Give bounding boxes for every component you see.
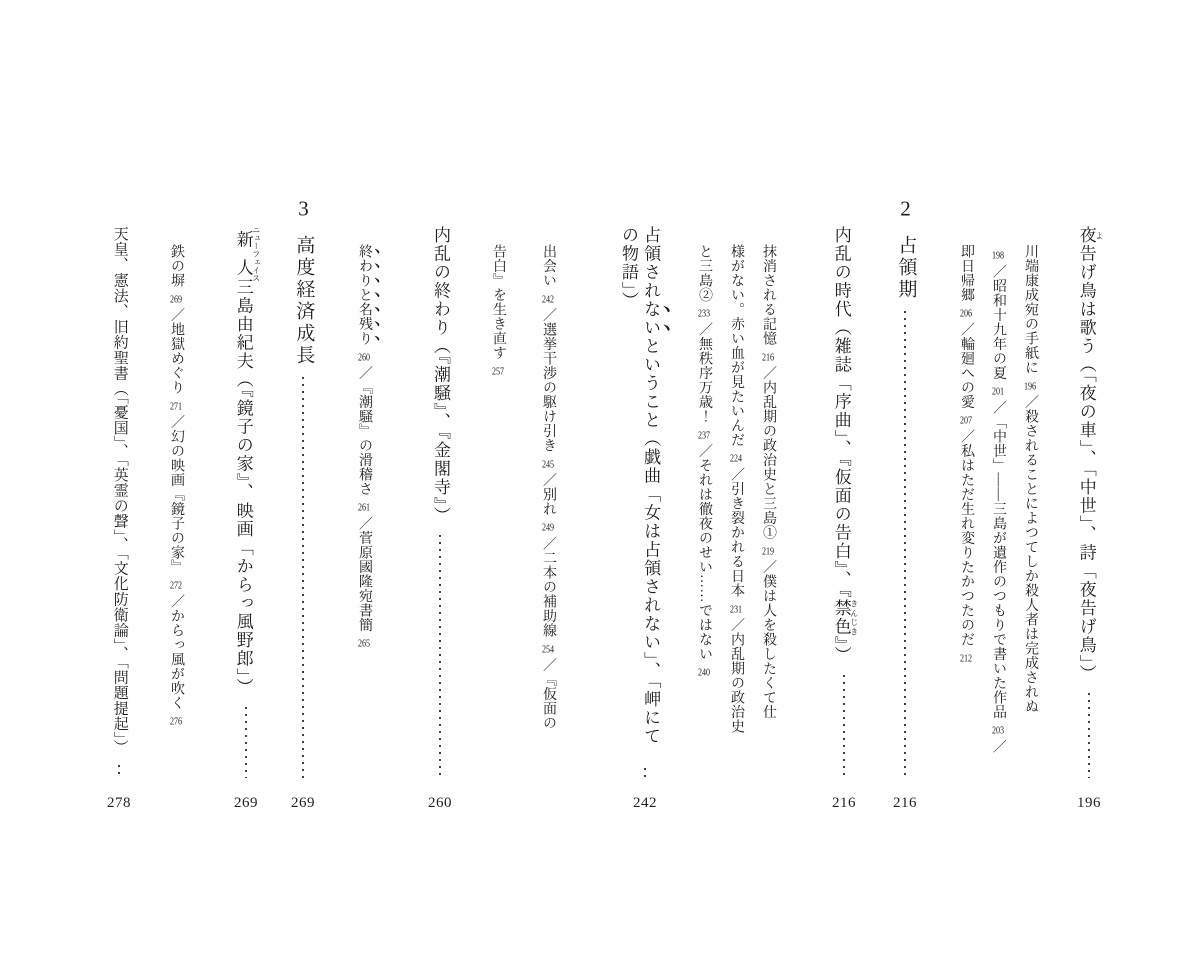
toc-entry-yotsugedori <box>1064 226 1114 812</box>
vertical-text-body <box>830 226 859 786</box>
subentry-line <box>1014 244 1046 754</box>
subentry-block <box>152 244 192 730</box>
vertical-text-body <box>232 226 261 786</box>
inline-page-number: 260 <box>357 351 371 363</box>
text-run: ／「中世」――三島が遺作のつもりで書いた作品 <box>991 400 1006 719</box>
inline-page-number: 240 <box>697 667 711 678</box>
text-run: ／私はただ生れ変りたかつたのだ <box>959 429 974 647</box>
toc-entry-nairan-no-jidai <box>819 226 869 812</box>
inline-page-number: 257 <box>491 366 505 377</box>
subentry-block <box>342 244 382 652</box>
inline-page-number: 249 <box>541 522 555 533</box>
text-run: ／選挙干渉の駆け引き <box>541 307 556 453</box>
text-run: 三島由紀夫（『鏡子の家』、映画「からっ風野郎」） <box>233 278 253 697</box>
subentry-line <box>160 244 192 730</box>
page-number: 242 <box>633 795 657 811</box>
inline-page-number: 269 <box>169 293 183 305</box>
text-run: ／内乱期の政治史と三島① <box>761 365 776 540</box>
inline-page-number: 271 <box>169 400 183 412</box>
entry-title <box>232 226 261 697</box>
entry-title <box>830 226 859 665</box>
page-number: 216 <box>832 795 856 811</box>
subentry-line <box>720 244 752 734</box>
entry-title <box>617 226 673 758</box>
inline-page-number: 224 <box>729 453 743 464</box>
vertical-text-body <box>1075 226 1104 786</box>
text-run: ／昭和十九年の夏 <box>991 264 1006 380</box>
subentry-line <box>982 244 1014 754</box>
inline-page-number: 206 <box>959 308 973 319</box>
text-run: 占領期 <box>895 235 917 301</box>
dotted-leader <box>302 377 304 778</box>
subentry-line <box>348 244 382 652</box>
text-run: ／僕は人を殺したくて仕 <box>761 559 776 719</box>
text-run: ／内乱期の政治史 <box>729 617 744 734</box>
text-run: と三島② <box>697 244 712 302</box>
text-run: ／『潮騒』の滑稽さ <box>357 365 372 496</box>
text-run: 』） <box>831 636 851 665</box>
page-number: 278 <box>107 795 131 811</box>
part-title <box>893 235 918 301</box>
inline-page-number: 272 <box>169 580 183 591</box>
text-run: ／幻の映画『鏡子の家』 <box>169 414 184 574</box>
dotted-leader <box>843 675 845 779</box>
subentry-block <box>680 244 784 734</box>
text-run: ／二本の補助線 <box>541 536 556 638</box>
text-run: ／それは徹夜のせい……ではない <box>697 443 712 661</box>
furigana-ruby: 新人 ニューフェイス <box>233 226 261 282</box>
text-run: ／ <box>991 739 1006 754</box>
inline-page-number: 203 <box>991 725 1005 736</box>
emphasized-text: 終わりと名残り <box>357 244 372 346</box>
inline-page-number: 212 <box>959 652 973 664</box>
vertical-text-body <box>617 226 673 786</box>
toc-subentries-shinjin-mishima <box>152 244 192 730</box>
furigana-ruby: 夜 よ <box>1076 226 1104 245</box>
text-run: 内乱の時代（雑誌「序曲」、『仮面の告白』、『 <box>831 226 851 599</box>
inline-page-number: 207 <box>959 415 973 426</box>
toc-part-3 <box>282 198 324 812</box>
toc-entry-senryo-sarenai <box>621 226 669 812</box>
toc-subentries-senryo-sarenai <box>469 244 573 730</box>
subentry-line <box>752 244 784 734</box>
subentry-line <box>473 244 523 730</box>
toc-entry-shinjin-mishima <box>221 226 271 812</box>
text-run: ／無秩序万歳！ <box>697 322 712 424</box>
subentry-line <box>523 244 573 730</box>
text-run: 鉄の塀 <box>169 244 184 288</box>
dotted-leader <box>644 768 646 778</box>
vertical-text-body <box>109 226 129 786</box>
inline-page-number: 196 <box>1023 380 1037 392</box>
text-run: ／別れ <box>541 472 556 516</box>
text-run: 告げ鳥は歌う（「夜の車」、「中世」、詩「夜告げ鳥」） <box>1076 244 1096 683</box>
inline-page-number: 242 <box>541 293 555 305</box>
dotted-leader <box>1088 693 1090 778</box>
text-run: 出会い <box>541 244 556 288</box>
toc-part-2 <box>884 198 926 812</box>
dotted-leader <box>439 535 441 778</box>
text-run: 様がない。赤い血が見たいんだ <box>729 244 744 447</box>
vertical-text-body <box>893 198 918 786</box>
page-number: 216 <box>893 795 917 811</box>
entry-title <box>429 226 451 525</box>
text-run: 即日帰郷 <box>959 244 974 302</box>
page-number: 196 <box>1077 795 1101 811</box>
inline-page-number: 245 <box>541 458 555 470</box>
inline-page-number: 201 <box>991 386 1005 397</box>
emphasized-text: ない <box>641 300 661 337</box>
page-number: 260 <box>428 795 452 811</box>
subentry-block <box>469 244 573 730</box>
inline-page-number: 276 <box>169 716 183 727</box>
vertical-text-body <box>291 198 316 786</box>
part-number: 3 <box>298 198 309 219</box>
text-run: ／輪廻への愛 <box>959 322 974 409</box>
inline-page-number: 216 <box>761 351 775 363</box>
entry-title <box>109 226 129 755</box>
text-run: 占領され <box>641 226 661 300</box>
inline-page-number: 237 <box>697 429 711 441</box>
toc-subentries-yotsugedori <box>942 244 1046 754</box>
text-run: 天皇、憲法、旧約聖書（「憂国」、「英霊の聲」、「文化防衛論」、「問題提起」） <box>111 226 128 755</box>
part-title <box>291 235 316 367</box>
subentry-line <box>950 244 982 754</box>
inline-page-number: 254 <box>541 643 555 655</box>
text-run: ／殺されることによつてしか殺人者は完成されぬ <box>1023 394 1038 714</box>
toc-entry-nairan-no-owari <box>418 226 462 812</box>
inline-page-number: 233 <box>697 308 711 319</box>
part-number: 2 <box>900 198 911 219</box>
inline-page-number: 265 <box>357 638 371 649</box>
text-run: 内乱の終わり（『潮騒』、『金閣寺』） <box>431 226 451 525</box>
text-run: ／菅原國隆宛書簡 <box>357 516 372 632</box>
dotted-leader <box>118 765 120 778</box>
text-run: ／引き裂かれる日本 <box>729 467 744 598</box>
inline-page-number: 198 <box>991 250 1005 261</box>
text-run: 告白』を生き直す <box>491 244 506 360</box>
text-run: ／地獄めぐり <box>169 307 184 395</box>
toc-subentries-nairan-no-owari <box>342 244 382 652</box>
furigana-ruby: 禁色 きんじき <box>831 599 859 636</box>
text-run: 川端康成宛の手紙に <box>1023 244 1038 375</box>
text-run: 高度経済成長 <box>293 235 315 367</box>
inline-page-number: 219 <box>761 545 775 557</box>
subentry-line <box>688 244 720 734</box>
dotted-leader <box>904 311 906 778</box>
entry-title <box>1075 226 1104 683</box>
toc-entry-tenno-kenpo <box>96 226 142 812</box>
inline-page-number: 231 <box>729 603 743 615</box>
text-run: ／からっ風が吹く <box>169 594 184 710</box>
page-number: 269 <box>234 795 258 811</box>
vertical-text-body <box>429 226 451 786</box>
text-run: 抹消される記憶 <box>761 244 776 346</box>
text-run: ／『仮面の <box>541 657 556 730</box>
inline-page-number: 261 <box>357 502 371 513</box>
page-number: 269 <box>291 795 315 811</box>
text-run: ということ（戯曲「女は占領されない」、「岬にての物語」） <box>619 226 661 746</box>
subentry-block <box>942 244 1046 754</box>
toc-subentries-nairan-no-jidai <box>680 244 784 734</box>
dotted-leader <box>245 707 247 779</box>
